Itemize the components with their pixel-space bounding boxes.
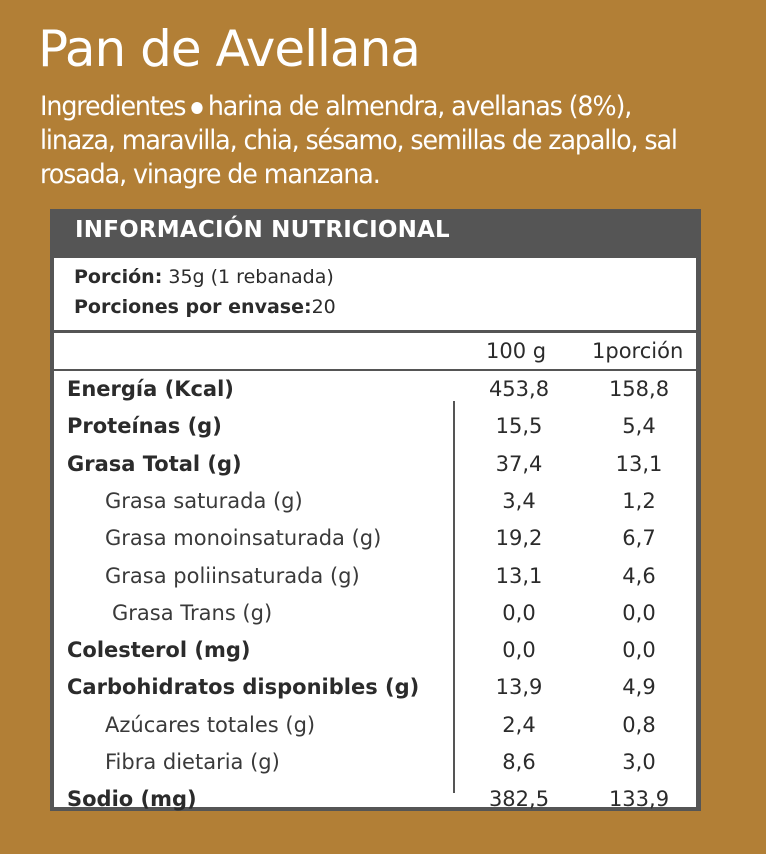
value-per-portion: 13,1: [615, 451, 663, 476]
nutrient-name: Colesterol (mg): [67, 638, 251, 663]
nutrient-name: Grasa Total (g): [67, 451, 242, 476]
ingredients-text: [40, 90, 698, 192]
product-title: Pan de Avellana: [38, 20, 420, 78]
nutrition-row: [54, 522, 696, 559]
value-per-portion: 0,0: [622, 638, 656, 663]
value-per-100g: 13,1: [495, 563, 543, 588]
portion-info: [54, 258, 696, 330]
nutrition-row: [54, 410, 696, 447]
value-per-100g: 2,4: [502, 712, 536, 737]
value-per-100g: 8,6: [502, 750, 536, 774]
value-per-portion: 3,0: [622, 750, 656, 774]
value-per-100g: 37,4: [495, 451, 543, 476]
value-per-100g: 13,9: [495, 675, 543, 700]
nutrition-row: [54, 709, 696, 746]
nutrition-row: [54, 485, 696, 522]
nutrient-name: Fibra dietaria (g): [105, 750, 280, 774]
value-per-portion: 1,2: [622, 488, 656, 513]
nutrient-name: Azúcares totales (g): [105, 712, 316, 737]
portion-line: [74, 266, 334, 288]
value-per-100g: 3,4: [502, 488, 536, 513]
ingredients-label: Ingredientes: [40, 91, 186, 122]
ingredients-list: harina de almendra, avellanas (8%), linaza, maravilla, chia, sésamo, semillas de zapallo, sal rosada, vinagre de manzana.: [40, 91, 677, 190]
nutrition-row: [54, 597, 696, 634]
nutrient-name: Grasa monoinsaturada (g): [105, 526, 382, 551]
value-per-portion: 133,9: [608, 787, 670, 812]
nutrition-panel: [50, 209, 701, 811]
portion-value: 35g (1 rebanada): [162, 266, 334, 288]
nutrition-row: [54, 448, 696, 485]
nutrition-row: [54, 746, 696, 783]
servings-value: 20: [311, 296, 336, 318]
value-per-portion: 158,8: [608, 377, 670, 401]
servings-label: Porciones por envase:: [74, 296, 312, 318]
value-per-portion: 5,4: [622, 414, 656, 439]
value-per-portion: 0,0: [622, 600, 656, 625]
value-per-portion: 0,8: [622, 712, 656, 737]
nutrient-name: Carbohidratos disponibles (g): [67, 675, 420, 700]
nutrient-name: Grasa saturada (g): [105, 488, 303, 513]
nutrient-name: Sodio (mg): [67, 787, 197, 812]
value-per-portion: 4,9: [622, 675, 656, 700]
value-per-100g: 453,8: [488, 377, 550, 401]
value-per-portion: 6,7: [622, 526, 656, 551]
column-header-row: [54, 333, 696, 369]
column-header-portion: 1porción: [592, 339, 684, 363]
servings-line: [74, 296, 336, 318]
value-per-100g: 0,0: [502, 638, 536, 663]
column-header-100g: 100 g: [486, 339, 547, 363]
nutrition-row: [54, 783, 696, 820]
value-per-100g: 15,5: [495, 414, 543, 439]
bullet-icon: [191, 102, 202, 114]
nutrient-name: Grasa Trans (g): [112, 600, 273, 625]
nutrition-row: [54, 560, 696, 597]
value-per-portion: 4,6: [622, 563, 656, 588]
nutrition-rows: [54, 371, 696, 812]
nutrient-name: Grasa poliinsaturada (g): [105, 563, 360, 588]
value-per-100g: 382,5: [488, 787, 550, 812]
nutrition-header: INFORMACIÓN NUTRICIONAL: [75, 217, 450, 243]
portion-label: Porción:: [74, 266, 163, 288]
nutrient-name: Energía (Kcal): [67, 377, 234, 401]
nutrient-name: Proteínas (g): [67, 414, 222, 439]
nutrition-row: [54, 671, 696, 708]
value-per-100g: 19,2: [495, 526, 543, 551]
value-per-100g: 0,0: [502, 600, 536, 625]
nutrition-row: [54, 373, 696, 410]
nutrition-row: [54, 634, 696, 671]
